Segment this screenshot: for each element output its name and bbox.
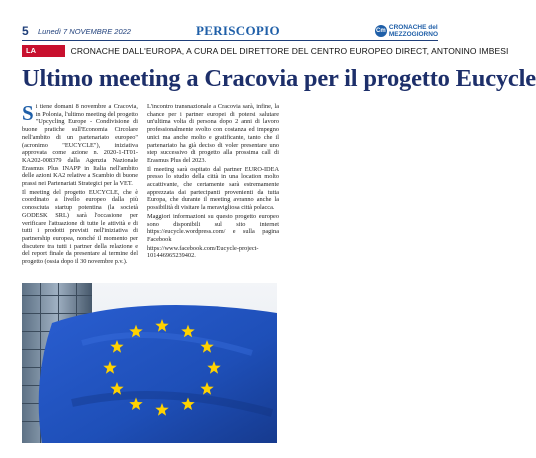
drop-cap: S [22,101,34,125]
issue-date: Lunedì 7 NOVEMBRE 2022 [38,26,131,36]
article-paragraph-text: i tiene domani 8 novembre a Cracovia, in Polonia, l'ultimo meeting del progetto "Upcycling Europe - Condivisione di buone pratiche sull'Economia Circolare nell'ambito di un partenariato europeo" (acronimo "EUCYCLE"), iniziativa approvata come azione n. 2020-1-IT01-KA202-008379 dalla Agenzia Nazionale Erasmus Plus INAPP in Italia nell'ambito delle azioni KA2 relative a Scambio di buone prassi nei Partenariati Strategici per la VET. [22,103,138,188]
masthead [375,24,438,38]
page-header [22,22,438,40]
rubrica-tag: LA RUBRICA [22,45,65,57]
article-photo [22,283,277,443]
masthead-logo-icon: Cm [375,25,387,37]
article-paragraph [22,103,138,188]
rubrica-bar [22,45,509,65]
article-paragraph: L'incontro transnazionale a Cracovia sarà, infine, la chance per i partner europei di potersi salutare un'ultima volta di persona dopo 2 anni di lavoro professionalmente svolto con costanza ed impegno unici ma anche molto e gratificante, tanto che il partenariato ha già deciso di voler presentare uno step successivo di progetto alla prossima call di Erasmus Plus del 2023. [147,103,279,164]
masthead-line-2: MEZZOGIORNO [388,31,438,38]
article-headline: Ultimo meeting a Cracovia per il progetto Eucycle [22,65,536,92]
section-title: PERISCOPIO [196,23,280,38]
article-column-right [147,103,279,278]
article-column-left [22,103,138,278]
masthead-line-1: CRONACHE del [388,24,438,31]
page-number: 5 [22,24,29,38]
eu-flag-building-image [22,283,277,443]
article-paragraph: Maggiori informazioni su questo progetto europeo sono disponibili sul sito internet https://eucycle.wordpress.com/ e sulla pagina Facebook [147,212,279,243]
masthead-name [389,24,438,38]
rubrica-kicker: CRONACHE DALL'EUROPA, A CURA DEL DIRETTORE DEL CENTRO EUROPEO DIRECT, ANTONINO IMBESI [70,46,509,56]
facebook-link[interactable]: https://www.facebook.com/Eucycle-project-101446965239402. [147,244,259,260]
article-paragraph: Il meeting sarà ospitato dal partner EURO-IDEA presso lo studio della città in una location molto accattivante, che certamente sarà estremamente apprezzata dai partecipanti provenienti da tutta Europa, che durante il meeting avranno anche la possibilità di visitare la meravigliosa città polacca. [147,165,279,212]
article-paragraph: Il meeting del progetto EUCYCLE, che è coordinato a livello europeo dalla più conosciuta startup potentina (la società GODESK SRL) sarà l'occasione per verificare l'attuazione di tutte le attività e di tutti i prodotti previsti nell'iniziativa di partnership europea, nonché il momento per discutere tra tutti i partner della relazione e del report finale da presentare al termine del progetto (ossia dopo il 30 novembre p.v.). [22,188,138,266]
header-divider [22,40,438,41]
